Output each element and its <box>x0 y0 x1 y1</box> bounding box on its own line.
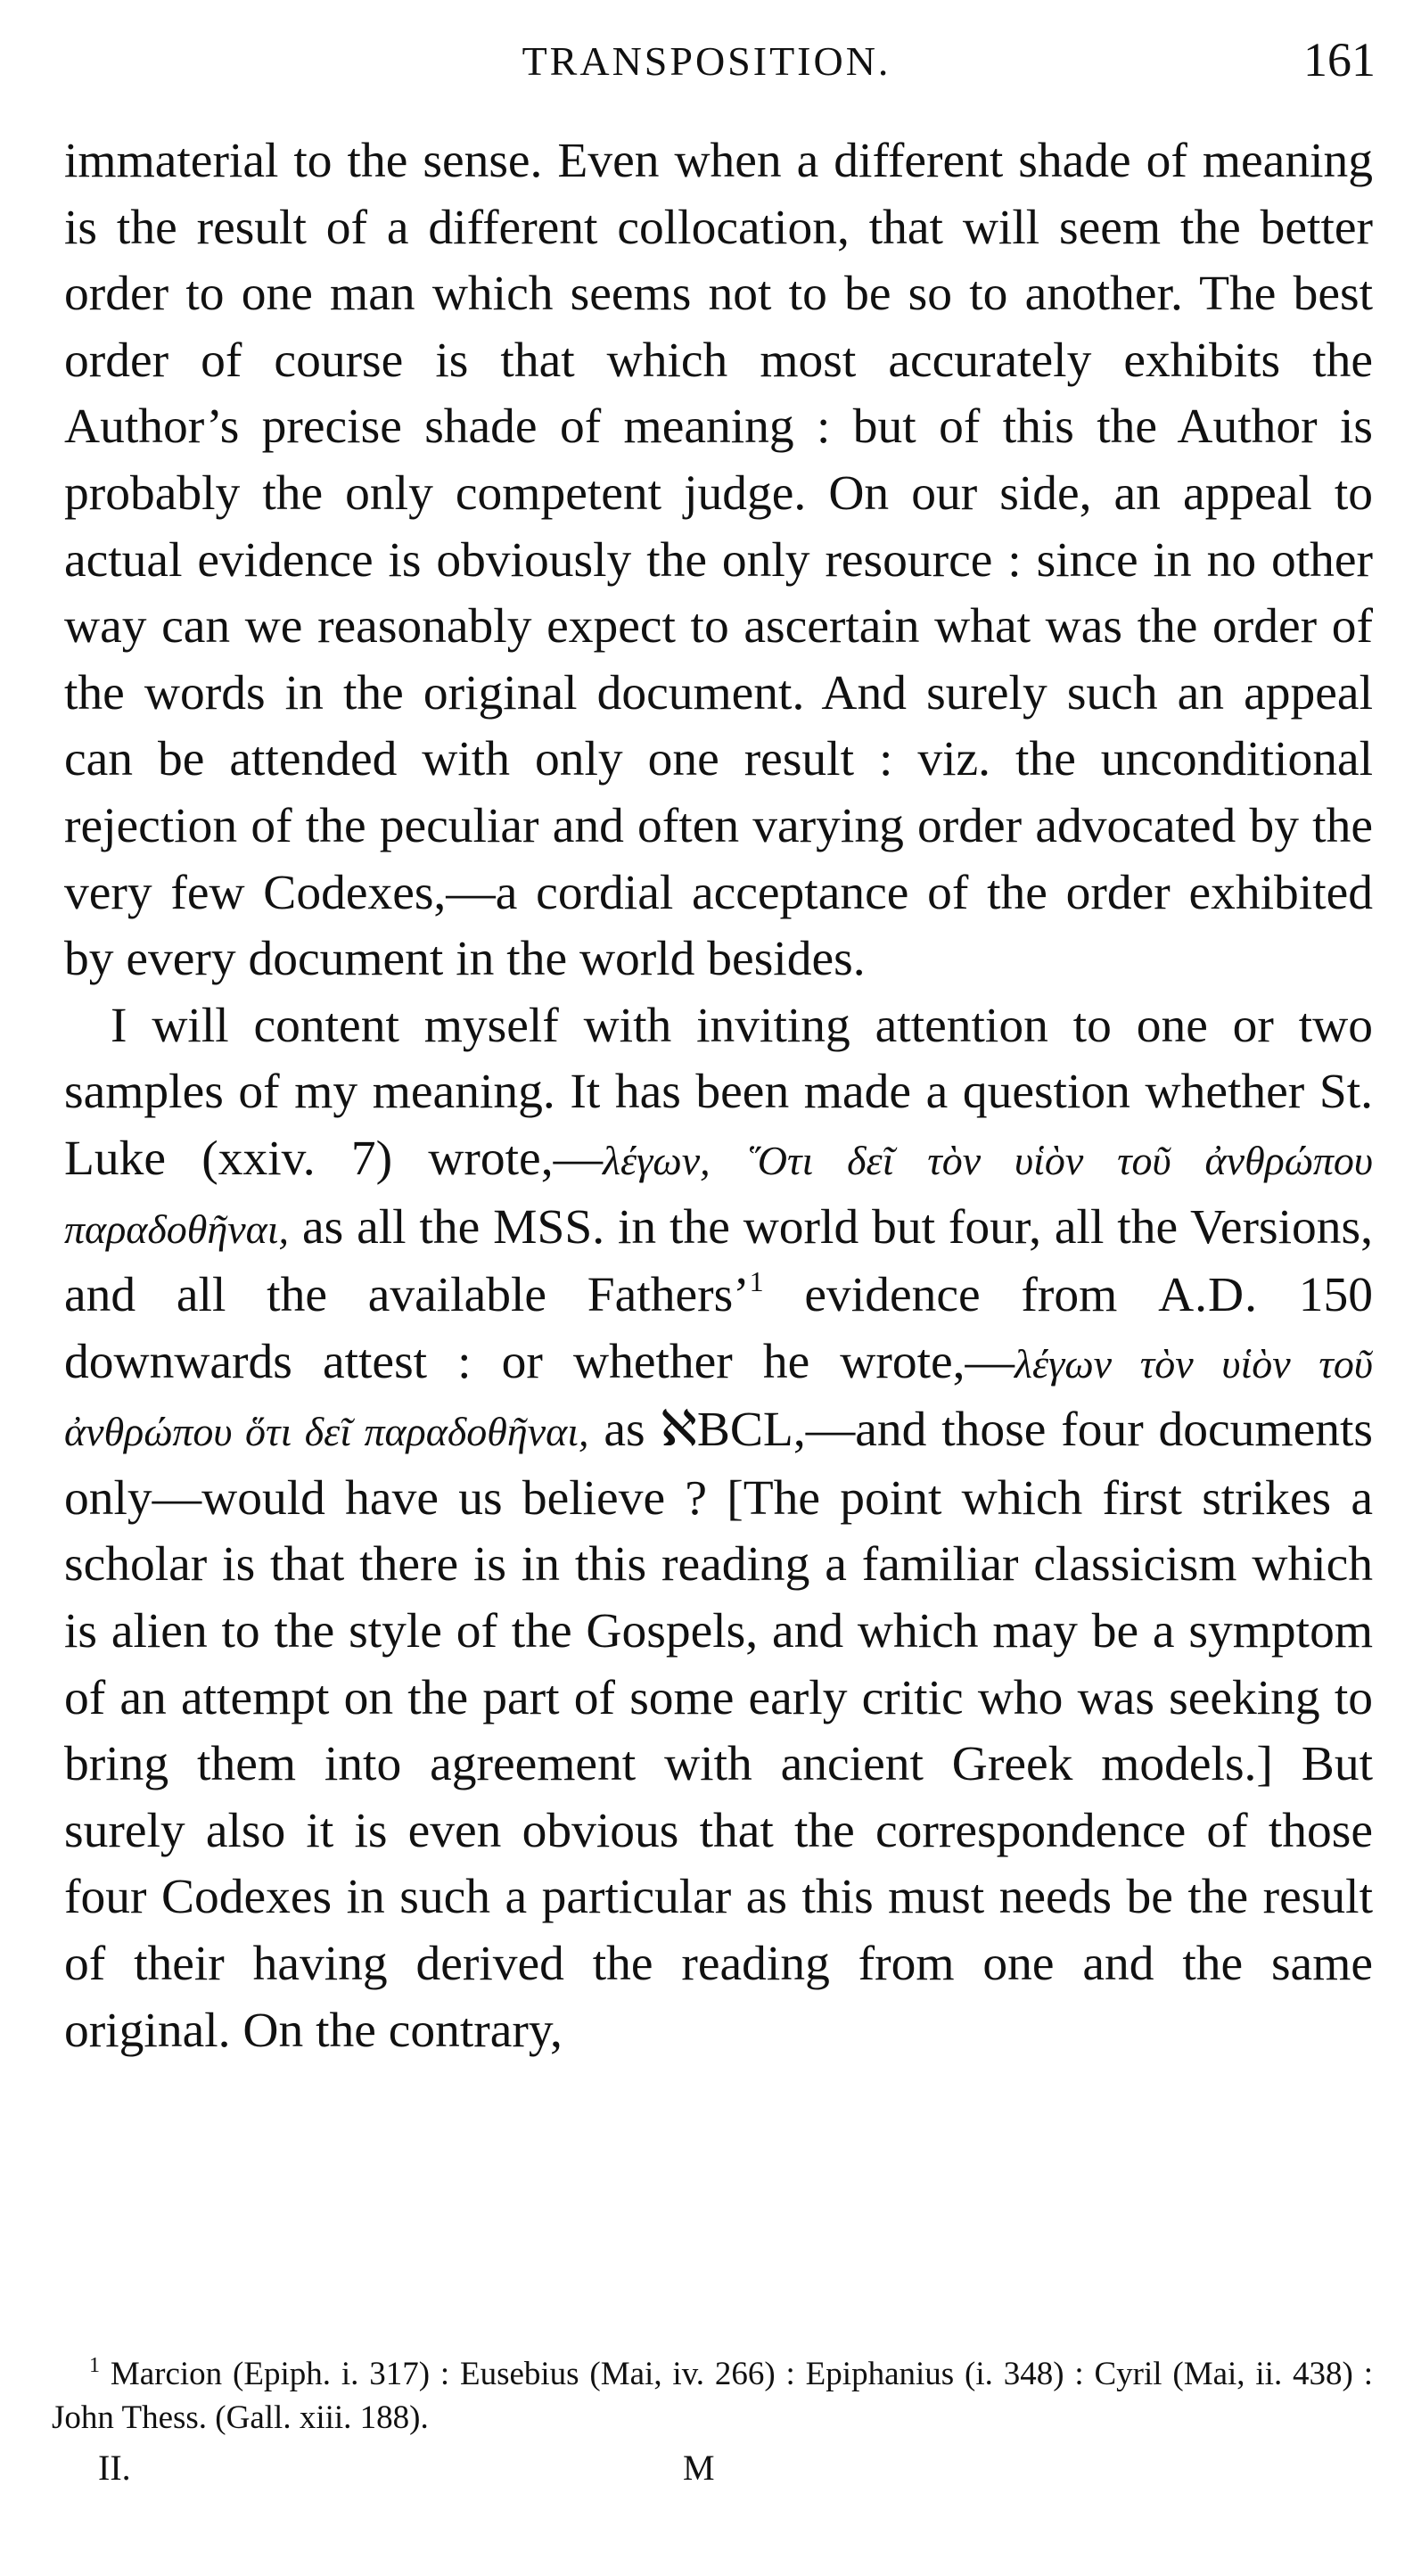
date-abbreviation: A.D. <box>1158 1268 1258 1323</box>
greek-quotation: λέγων τὸν υἱὸν τοῦ ἀνθρώπου ὅτι δεῖ παραδοθῆναι, <box>64 1340 1373 1455</box>
volume-number: II. <box>98 2448 131 2488</box>
signature-mark: M <box>683 2448 715 2488</box>
page-header <box>0 32 1413 86</box>
footnote-mark: 1 <box>89 2354 100 2377</box>
paragraph-text: as ℵBCL,—and those four documents only—would have us believe ? [The point which first strikes a scholar is that there is in this reading a familiar classicism which is alien to the style of the Gospels, and which may be a symptom of an attempt on the part of some early critic who was seeking to bring them into agreement with ancient Greek models.] But surely also it is even obvious that the correspondence of those four Codexes in such a particular as this must needs be the result of their having derived the reading from one and the same original. On the contrary, <box>64 1403 1373 2058</box>
footnote-body: Marcion (Epiph. i. 317) : Eusebius (Mai, iv. 266) : Epiphanius (i. 348) : Cyril (Mai, ii. 438) : John Thess. (Gall. xiii. 188). <box>52 2356 1373 2436</box>
greek-quotation: λέγων, ῞Οτι δεῖ τὸν υἱὸν τοῦ ἀνθρώπου παραδοθῆναι, <box>64 1137 1374 1252</box>
paragraph-luke-example <box>64 993 1373 2065</box>
running-title: TRANSPOSITION. <box>522 38 891 84</box>
page-number: 161 <box>1303 33 1376 86</box>
paragraph-text: 150 downwards attest : or whether he wrote,— <box>64 1268 1374 1389</box>
footnote-text <box>52 2352 1373 2440</box>
paragraph-text: as all the MSS. in the world but four, all the Versions, and all the available Fathers’ <box>64 1199 1373 1323</box>
printer-signature <box>0 2447 1413 2491</box>
footnote <box>52 2352 1373 2440</box>
footnote-reference: 1 <box>749 1265 764 1298</box>
main-text <box>64 128 1373 2064</box>
paragraph-text: I will content myself with inviting attention to one or two samples of my meaning. It has been made a question whether St. Luke (xxiv. 7) wrote,— <box>64 998 1373 1186</box>
paragraph-continuation: immaterial to the sense. Even when a different shade of meaning is the result of a different collocation, that will seem the better order to one man which seems not to be so to another. The best order of course is that which most accurately exhibits the Author’s precise shade of meaning : but of this the Author is probably the only competent judge. On our side, an appeal to actual evidence is obviously the only resource : since in no other way can we reasonably expect to ascertain what was the order of the words in the original document. And surely such an appeal can be attended with only one result : viz. the unconditional rejection of the peculiar and often varying order advocated by the very few Codexes,—a cordial acceptance of the order exhibited by every document in the world besides. <box>64 134 1373 987</box>
paragraph-text: evidence from <box>763 1268 1159 1323</box>
